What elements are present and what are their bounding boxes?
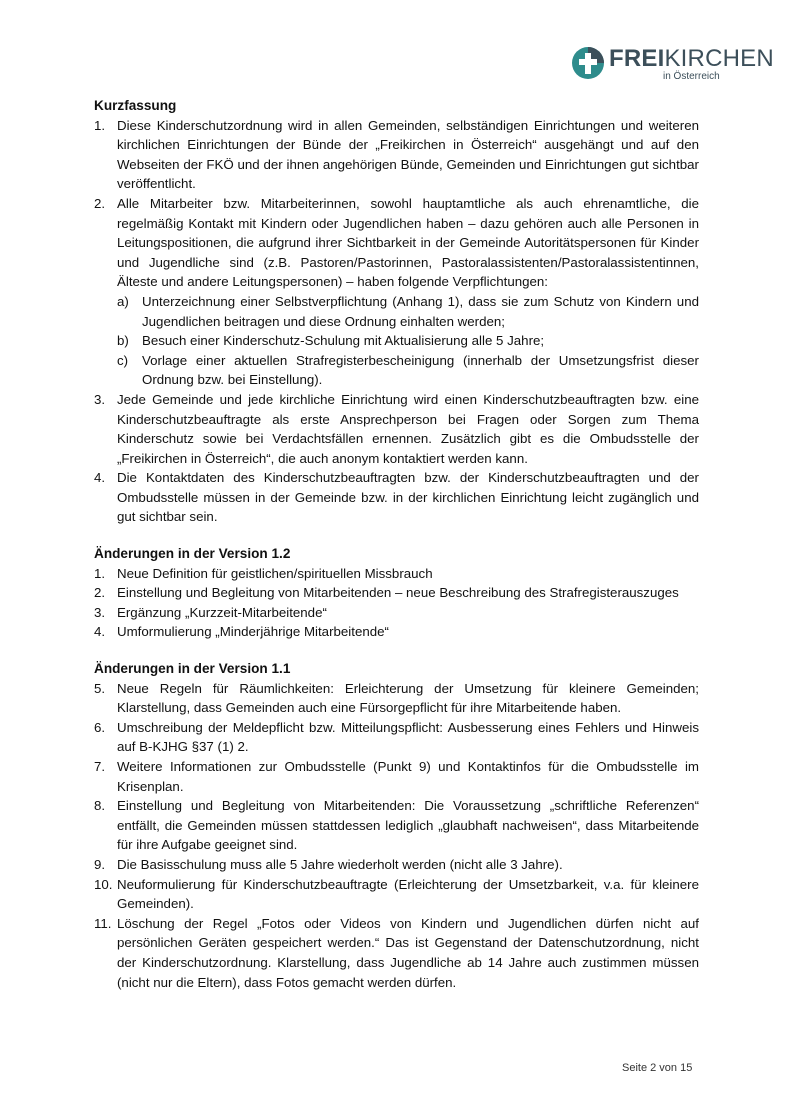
- sub-list: [117, 292, 699, 390]
- list-item: 2. Einstellung und Begleitung von Mitarbeitenden – neue Beschreibung des Strafregisterauszuges: [94, 585, 679, 601]
- list-item: 4. Die Kontaktdaten des Kinderschutzbeauftragten bzw. der Kinderschutzbeauftragten und der Ombudsstelle müssen in der Gemeinde bzw. in der kirchlichen Einrichtung leicht zugänglich und gut sichtbar sein.: [94, 470, 699, 525]
- changes-v12-list: [94, 564, 699, 642]
- list-item: 10. Neuformulierung für Kinderschutzbeauftragte (Erleichterung der Umsetzbarkeit, v.a. für kleinere Gemeinden).: [94, 876, 699, 912]
- list-item: 3. Ergänzung „Kurzzeit-Mitarbeitende“: [94, 604, 327, 620]
- summary-list: [94, 116, 699, 527]
- list-item: 6. Umschreibung der Meldepflicht bzw. Mitteilungspflicht: Ausbesserung eines Fehlers und Hinweis auf B-KJHG §37 (1) 2.: [94, 719, 699, 755]
- list-item: 1. Diese Kinderschutzordnung wird in allen Gemeinden, selbständigen Einrichtungen und weiteren kirchlichen Einrichtungen der Bünde der „Freikirchen in Österreich“ ausgehängt und auf den Webseiten der FKÖ und der ihnen angehörigen Bünde, Gemeinden und Einrichtungen gut sichtbar veröffentlicht.: [94, 117, 699, 192]
- changes-v11-list: [94, 679, 699, 993]
- logo-wordmark: FREIKIRCHEN: [609, 45, 774, 72]
- freikirchen-logo: [571, 44, 774, 84]
- summary-heading: Kurzfassung: [94, 98, 177, 113]
- sub-list-item: c) Vorlage einer aktuellen Strafregisterbescheinigung (innerhalb der Umsetzungsfrist dieser Ordnung bzw. bei Einstellung).: [117, 352, 699, 388]
- list-item: 1. Neue Definition für geistlichen/spirituellen Missbrauch: [94, 565, 433, 581]
- document-body: [94, 96, 699, 992]
- list-item: 3. Jede Gemeinde und jede kirchliche Einrichtung wird einen Kinderschutzbeauftragten bzw. eine Kinderschutzbeauftragte als erste Ansprechperson bei Fragen oder Sorgen zum Thema Kinderschutz sowie bei Verdachtsfällen ernennen. Zusätzlich gibt es die Ombudsstelle der „Freikirchen in Österreich“, die auch anonym kontaktiert werden kann.: [94, 391, 699, 466]
- logo-subtitle: in Österreich: [663, 71, 720, 82]
- list-item: 8. Einstellung und Begleitung von Mitarbeitenden: Die Voraussetzung „schriftliche Referenzen“ entfällt, die Gemeinden müssen stattdessen lediglich „glaubhaft nachweisen“, dass Mitarbeitende für ihre Aufgabe geeignet sind.: [94, 798, 699, 853]
- sub-list-item: b) Besuch einer Kinderschutz-Schulung mit Aktualisierung alle 5 Jahre;: [117, 333, 545, 349]
- list-item: 9. Die Basisschulung muss alle 5 Jahre wiederholt werden (nicht alle 3 Jahre).: [94, 856, 563, 872]
- changes-v12-heading: Änderungen in der Version 1.2: [94, 546, 291, 562]
- list-item: 5. Neue Regeln für Räumlichkeiten: Erleichterung der Umsetzung für kleinere Gemeinden; Klarstellung, dass Gemeinden auch eine Fürsorgepflicht für ihre Mitarbeitende haben.: [94, 680, 699, 716]
- list-item: 11. Löschung der Regel „Fotos oder Videos von Kindern und Jugendlichen dürfen nicht auf persönlichen Geräten gespeichert werden.“ Das ist Gegenstand der Datenschutzordnung, nicht der Kinderschutzordnung. Klarstellung, dass Jugendliche ab 14 Jahre auch zustimmen müssen (nicht nur die Eltern), dass Fotos gemacht werden dürfen.: [94, 915, 699, 990]
- sub-list-item: a) Unterzeichnung einer Selbstverpflichtung (Anhang 1), dass sie zum Schutz von Kindern und Jugendlichen beitragen und diese Ordnung einhalten werden;: [117, 293, 699, 329]
- cross-circle-logo-icon: [571, 46, 605, 80]
- page-number: Seite 2 von 15: [622, 1062, 693, 1074]
- changes-v11-heading: Änderungen in der Version 1.1: [94, 661, 291, 677]
- list-item: 4. Umformulierung „Minderjährige Mitarbeitende“: [94, 624, 389, 640]
- list-item: 7. Weitere Informationen zur Ombudsstelle (Punkt 9) und Kontaktinfos für die Ombudsstelle im Krisenplan.: [94, 759, 699, 794]
- list-item: 2. Alle Mitarbeiter bzw. Mitarbeiterinnen, sowohl hauptamtliche als auch ehrenamtliche, die regelmäßig Kontakt mit Kindern oder Jugendlichen haben – dazu gehören auch alle Personen in Leitungspositionen, die aufgrund ihrer Sichtbarkeit in der Gemeinde Autoritätspersonen für Kinder und Jugendliche sind (z.B. Pastoren/Pastorinnen, Pastoralassistenten/Pastoralassistentinnen, Älteste und andere Leitungspersonen) – haben folgende Verpflichtungen: a) Unterzeichnung einer Selbstverpflichtung (Anhang 1), dass sie zum Schutz von Kindern und Jugendlichen beitragen und diese Ordnung einhalten werden; b) Besuch einer Kinderschutz-Schulung mit Aktualisierung alle 5 Jahre; c) Vorlage einer aktuellen Strafregisterbescheinigung (innerhalb der Umsetzungsfrist dieser Ordnung bzw. bei Einstellung).: [94, 194, 699, 390]
